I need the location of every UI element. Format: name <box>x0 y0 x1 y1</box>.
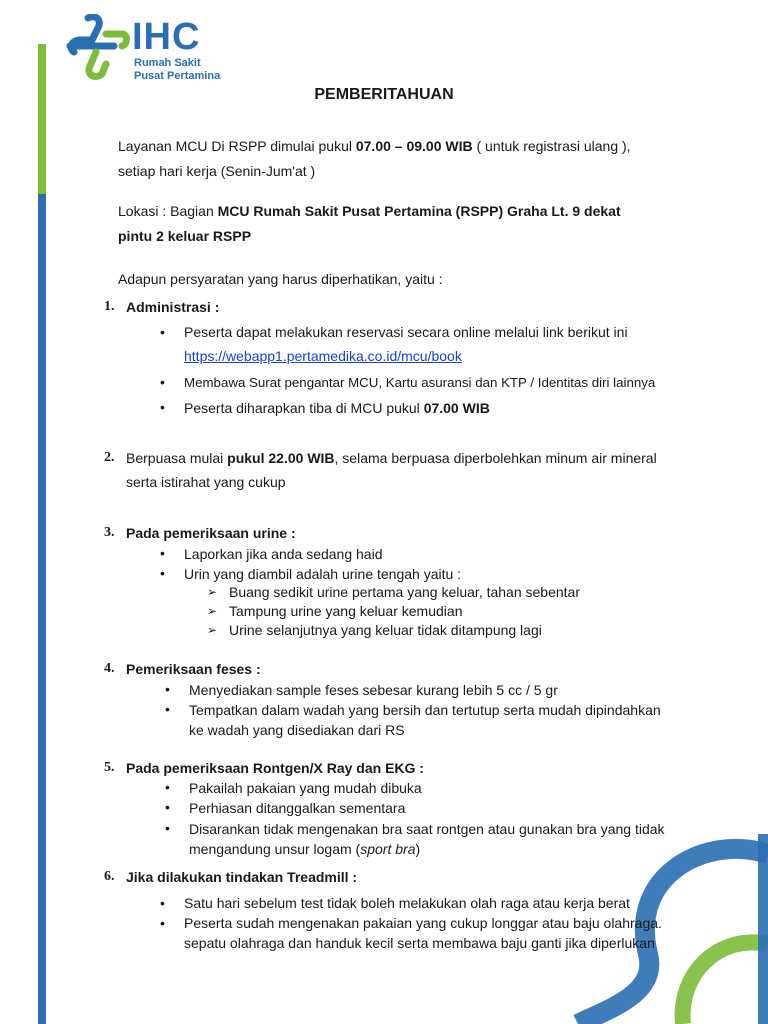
list-item-text: Peserta sudah mengenakan pakaian yang cukup longgar atau baju olahraga. <box>184 915 662 931</box>
list-item: Menyediakan sample feses sebesar kurang lebih 5 cc / 5 gr <box>189 682 558 698</box>
bullet-icon: • <box>160 399 165 415</box>
section-number: 4. <box>104 661 115 676</box>
intro-text: setiap hari kerja (Senin-Jum'at ) <box>118 163 316 179</box>
list-item: Satu hari sebelum test tidak boleh melakukan olah raga atau kerja berat <box>184 895 630 911</box>
fasting-text: serta istirahat yang cukup <box>126 474 286 490</box>
list-item <box>184 913 664 953</box>
list-item: Perhiasan ditanggalkan sementara <box>189 800 406 816</box>
bullet-icon: • <box>160 915 165 931</box>
list-item-text: sepatu olahraga dan handuk kecil serta membawa baju ganti jika diperlukan <box>184 935 655 951</box>
ihc-logo <box>66 14 246 84</box>
sub-list-item: Tampung urine yang keluar kemudian <box>229 603 463 619</box>
section-number: 6. <box>104 869 115 884</box>
bullet-icon: • <box>160 324 165 340</box>
list-item-time: 07.00 WIB <box>423 400 490 416</box>
page-title: PEMBERITAHUAN <box>314 86 454 103</box>
section-heading: Pada pemeriksaan urine : <box>126 525 296 541</box>
intro-text: ( untuk registrasi ulang ), <box>472 138 631 154</box>
intro-paragraph-3: Adapun persyaratan yang harus diperhatikan, yaitu : <box>118 271 443 287</box>
section-number: 1. <box>104 299 115 314</box>
list-item-text: Tempatkan dalam wadah yang bersih dan tertutup serta mudah dipindahkan <box>189 702 661 718</box>
section-heading: Jika dilakukan tindakan Treadmill : <box>126 869 358 885</box>
sub-list-item: Urine selanjutnya yang keluar tidak ditampung lagi <box>229 622 542 638</box>
arrow-bullet-icon: ➢ <box>207 604 218 618</box>
bullet-icon: • <box>160 895 165 911</box>
intro-text: Layanan MCU Di RSPP dimulai pukul <box>118 138 356 154</box>
logo-subtitle-2: Pusat Pertamina <box>134 70 221 82</box>
section-heading: Pemeriksaan feses : <box>126 661 261 677</box>
fasting-text: , selama berpuasa diperbolehkan minum air mineral <box>334 450 657 466</box>
list-item <box>189 700 667 740</box>
section-number: 2. <box>104 450 115 465</box>
bullet-icon: • <box>165 681 170 697</box>
list-item-text: Peserta dapat melakukan reservasi secara online melalui link berikut ini <box>184 324 628 340</box>
bullet-icon: • <box>165 799 170 815</box>
intro-hours: 07.00 – 09.00 WIB <box>355 138 473 154</box>
list-item: Urin yang diambil adalah urine tengah yaitu : <box>184 566 462 582</box>
left-green-bar <box>38 44 46 194</box>
location-text: pintu 2 keluar RSPP <box>118 228 252 244</box>
logo-cross-icon <box>66 14 130 80</box>
section-heading: Pada pemeriksaan Rontgen/X Ray dan EKG : <box>126 760 424 776</box>
bullet-icon: • <box>160 565 165 581</box>
list-item: Laporkan jika anda sedang haid <box>184 546 383 562</box>
list-item <box>189 819 667 859</box>
list-item-text: mengandung unsur logam ( <box>189 841 361 857</box>
arrow-bullet-icon: ➢ <box>207 585 218 599</box>
arrow-bullet-icon: ➢ <box>207 623 218 637</box>
bullet-icon: • <box>160 545 165 561</box>
section-number: 3. <box>104 525 115 540</box>
fasting-text: Berpuasa mulai <box>126 450 228 466</box>
location-label: Lokasi : Bagian <box>118 203 218 219</box>
list-item <box>184 320 664 368</box>
section-2-text <box>126 446 666 494</box>
sub-list-item: Buang sedikit urine pertama yang keluar, tahan sebentar <box>229 584 581 600</box>
bullet-icon: • <box>165 701 170 717</box>
list-item-italic: sport bra <box>360 841 416 857</box>
bullet-icon: • <box>165 779 170 795</box>
list-item-text: Disarankan tidak mengenakan bra saat rontgen atau gunakan bra yang tidak <box>189 821 665 837</box>
section-number: 5. <box>104 760 115 775</box>
logo-subtitle-1: Rumah Sakit <box>134 57 201 69</box>
list-item: Pakailah pakaian yang mudah dibuka <box>189 780 422 796</box>
section-heading: Administrasi : <box>126 299 220 315</box>
list-item-text: Peserta diharapkan tiba di MCU pukul <box>184 400 424 416</box>
intro-paragraph-2 <box>118 199 666 249</box>
list-item-text: ke wadah yang disediakan dari RS <box>189 722 405 738</box>
location-text: MCU Rumah Sakit Pusat Pertamina (RSPP) Graha Lt. 9 dekat <box>217 203 621 219</box>
bullet-icon: • <box>160 374 165 390</box>
logo-brand-text: IHC <box>132 16 201 58</box>
mcu-booking-link[interactable]: https://webapp1.pertamedika.co.id/mcu/book <box>184 348 462 364</box>
list-item-text: ) <box>415 841 421 857</box>
fasting-time: pukul 22.00 WIB <box>227 450 335 466</box>
bullet-icon: • <box>165 820 170 836</box>
list-item: Membawa Surat pengantar MCU, Kartu asuransi dan KTP / Identitas diri lainnya <box>184 375 656 390</box>
intro-paragraph-1 <box>118 134 666 184</box>
list-item <box>184 396 664 420</box>
